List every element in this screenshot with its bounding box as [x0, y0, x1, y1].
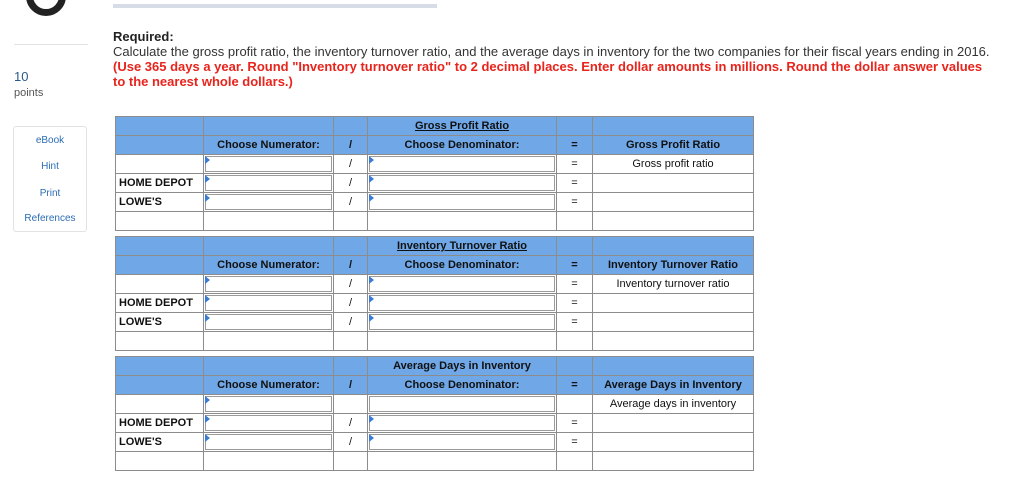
lowes-numerator-input[interactable] — [204, 313, 334, 332]
numerator-label-dropdown[interactable] — [204, 155, 334, 174]
inventory-turnover-table — [115, 236, 754, 351]
points-label: points — [14, 87, 44, 99]
divide-header: / — [334, 256, 368, 275]
gross-profit-title: Gross Profit Ratio — [368, 117, 557, 136]
company-lowes: LOWE'S — [116, 313, 204, 332]
divide-sign: / — [334, 294, 368, 313]
progress-bar-top — [113, 4, 437, 8]
denominator-header: Choose Denominator: — [368, 136, 557, 155]
equals-header: = — [557, 256, 593, 275]
lowes-denominator-input[interactable] — [368, 193, 557, 212]
required-instruction: (Use 365 days a year. Round "Inventory turnover ratio" to 2 decimal places. Enter dollar amounts in millions. Round the dollar answer values to the nearest whole dollars.) — [113, 59, 983, 89]
equals-sign: = — [557, 313, 593, 332]
denominator-label-dropdown[interactable] — [368, 275, 557, 294]
result-header: Inventory Turnover Ratio — [593, 256, 754, 275]
lowes-denominator-input[interactable] — [368, 433, 557, 452]
hint-link[interactable]: Hint — [41, 161, 59, 172]
home-depot-numerator-input[interactable] — [204, 414, 334, 433]
company-home-depot: HOME DEPOT — [116, 414, 204, 433]
result-label: Average days in inventory — [593, 395, 754, 414]
company-home-depot: HOME DEPOT — [116, 174, 204, 193]
avg-days-title: Average Days in Inventory — [368, 357, 557, 376]
result-header: Average Days in Inventory — [593, 376, 754, 395]
numerator-header: Choose Numerator: — [204, 376, 334, 395]
references-link[interactable]: References — [24, 213, 76, 224]
equals-header: = — [557, 376, 593, 395]
denominator-label-dropdown[interactable] — [368, 395, 557, 414]
tools-panel — [13, 126, 87, 232]
equals-sign: = — [557, 294, 593, 313]
divide-sign: / — [334, 275, 368, 294]
numerator-label-dropdown[interactable] — [204, 395, 334, 414]
divide-sign: / — [334, 414, 368, 433]
numerator-header: Choose Numerator: — [204, 256, 334, 275]
home-depot-result-input[interactable] — [593, 294, 754, 313]
company-home-depot: HOME DEPOT — [116, 294, 204, 313]
result-label: Inventory turnover ratio — [593, 275, 754, 294]
avg-days-table — [115, 356, 754, 471]
required-text — [113, 44, 993, 89]
numerator-label-dropdown[interactable] — [204, 275, 334, 294]
lowes-result-input[interactable] — [593, 313, 754, 332]
home-depot-numerator-input[interactable] — [204, 174, 334, 193]
result-label: Gross profit ratio — [593, 155, 754, 174]
home-depot-result-input[interactable] — [593, 174, 754, 193]
divide-sign: / — [334, 155, 368, 174]
company-lowes: LOWE'S — [116, 433, 204, 452]
ebook-link[interactable]: eBook — [35, 135, 65, 146]
denominator-header: Choose Denominator: — [368, 256, 557, 275]
home-depot-result-input[interactable] — [593, 414, 754, 433]
lowes-result-input[interactable] — [593, 433, 754, 452]
required-title: Required: — [113, 29, 174, 44]
equals-header: = — [557, 136, 593, 155]
result-header: Gross Profit Ratio — [593, 136, 754, 155]
equals-sign: = — [557, 414, 593, 433]
company-lowes: LOWE'S — [116, 193, 204, 212]
divide-header: / — [334, 136, 368, 155]
required-body: Calculate the gross profit ratio, the inventory turnover ratio, and the average days in inventory for the two companies for their fiscal years ending in 2016. — [113, 44, 990, 59]
home-depot-numerator-input[interactable] — [204, 294, 334, 313]
denominator-label-dropdown[interactable] — [368, 155, 557, 174]
inventory-turnover-title: Inventory Turnover Ratio — [368, 237, 557, 256]
divide-sign: / — [334, 174, 368, 193]
equals-sign: = — [557, 174, 593, 193]
denominator-header: Choose Denominator: — [368, 376, 557, 395]
numerator-header: Choose Numerator: — [204, 136, 334, 155]
home-depot-denominator-input[interactable] — [368, 294, 557, 313]
question-number-badge — [26, 0, 66, 16]
equals-sign: = — [557, 155, 593, 174]
equals-sign: = — [557, 275, 593, 294]
divide-header: / — [334, 376, 368, 395]
home-depot-denominator-input[interactable] — [368, 414, 557, 433]
home-depot-denominator-input[interactable] — [368, 174, 557, 193]
lowes-denominator-input[interactable] — [368, 313, 557, 332]
points-value: 10 — [14, 69, 29, 84]
sidebar-divider — [14, 44, 88, 45]
lowes-result-input[interactable] — [593, 193, 754, 212]
print-link[interactable]: Print — [39, 188, 61, 199]
lowes-numerator-input[interactable] — [204, 193, 334, 212]
divide-sign: / — [334, 433, 368, 452]
divide-sign: / — [334, 193, 368, 212]
equals-sign: = — [557, 433, 593, 452]
divide-sign: / — [334, 313, 368, 332]
equals-sign: = — [557, 193, 593, 212]
lowes-numerator-input[interactable] — [204, 433, 334, 452]
gross-profit-table — [115, 116, 754, 231]
